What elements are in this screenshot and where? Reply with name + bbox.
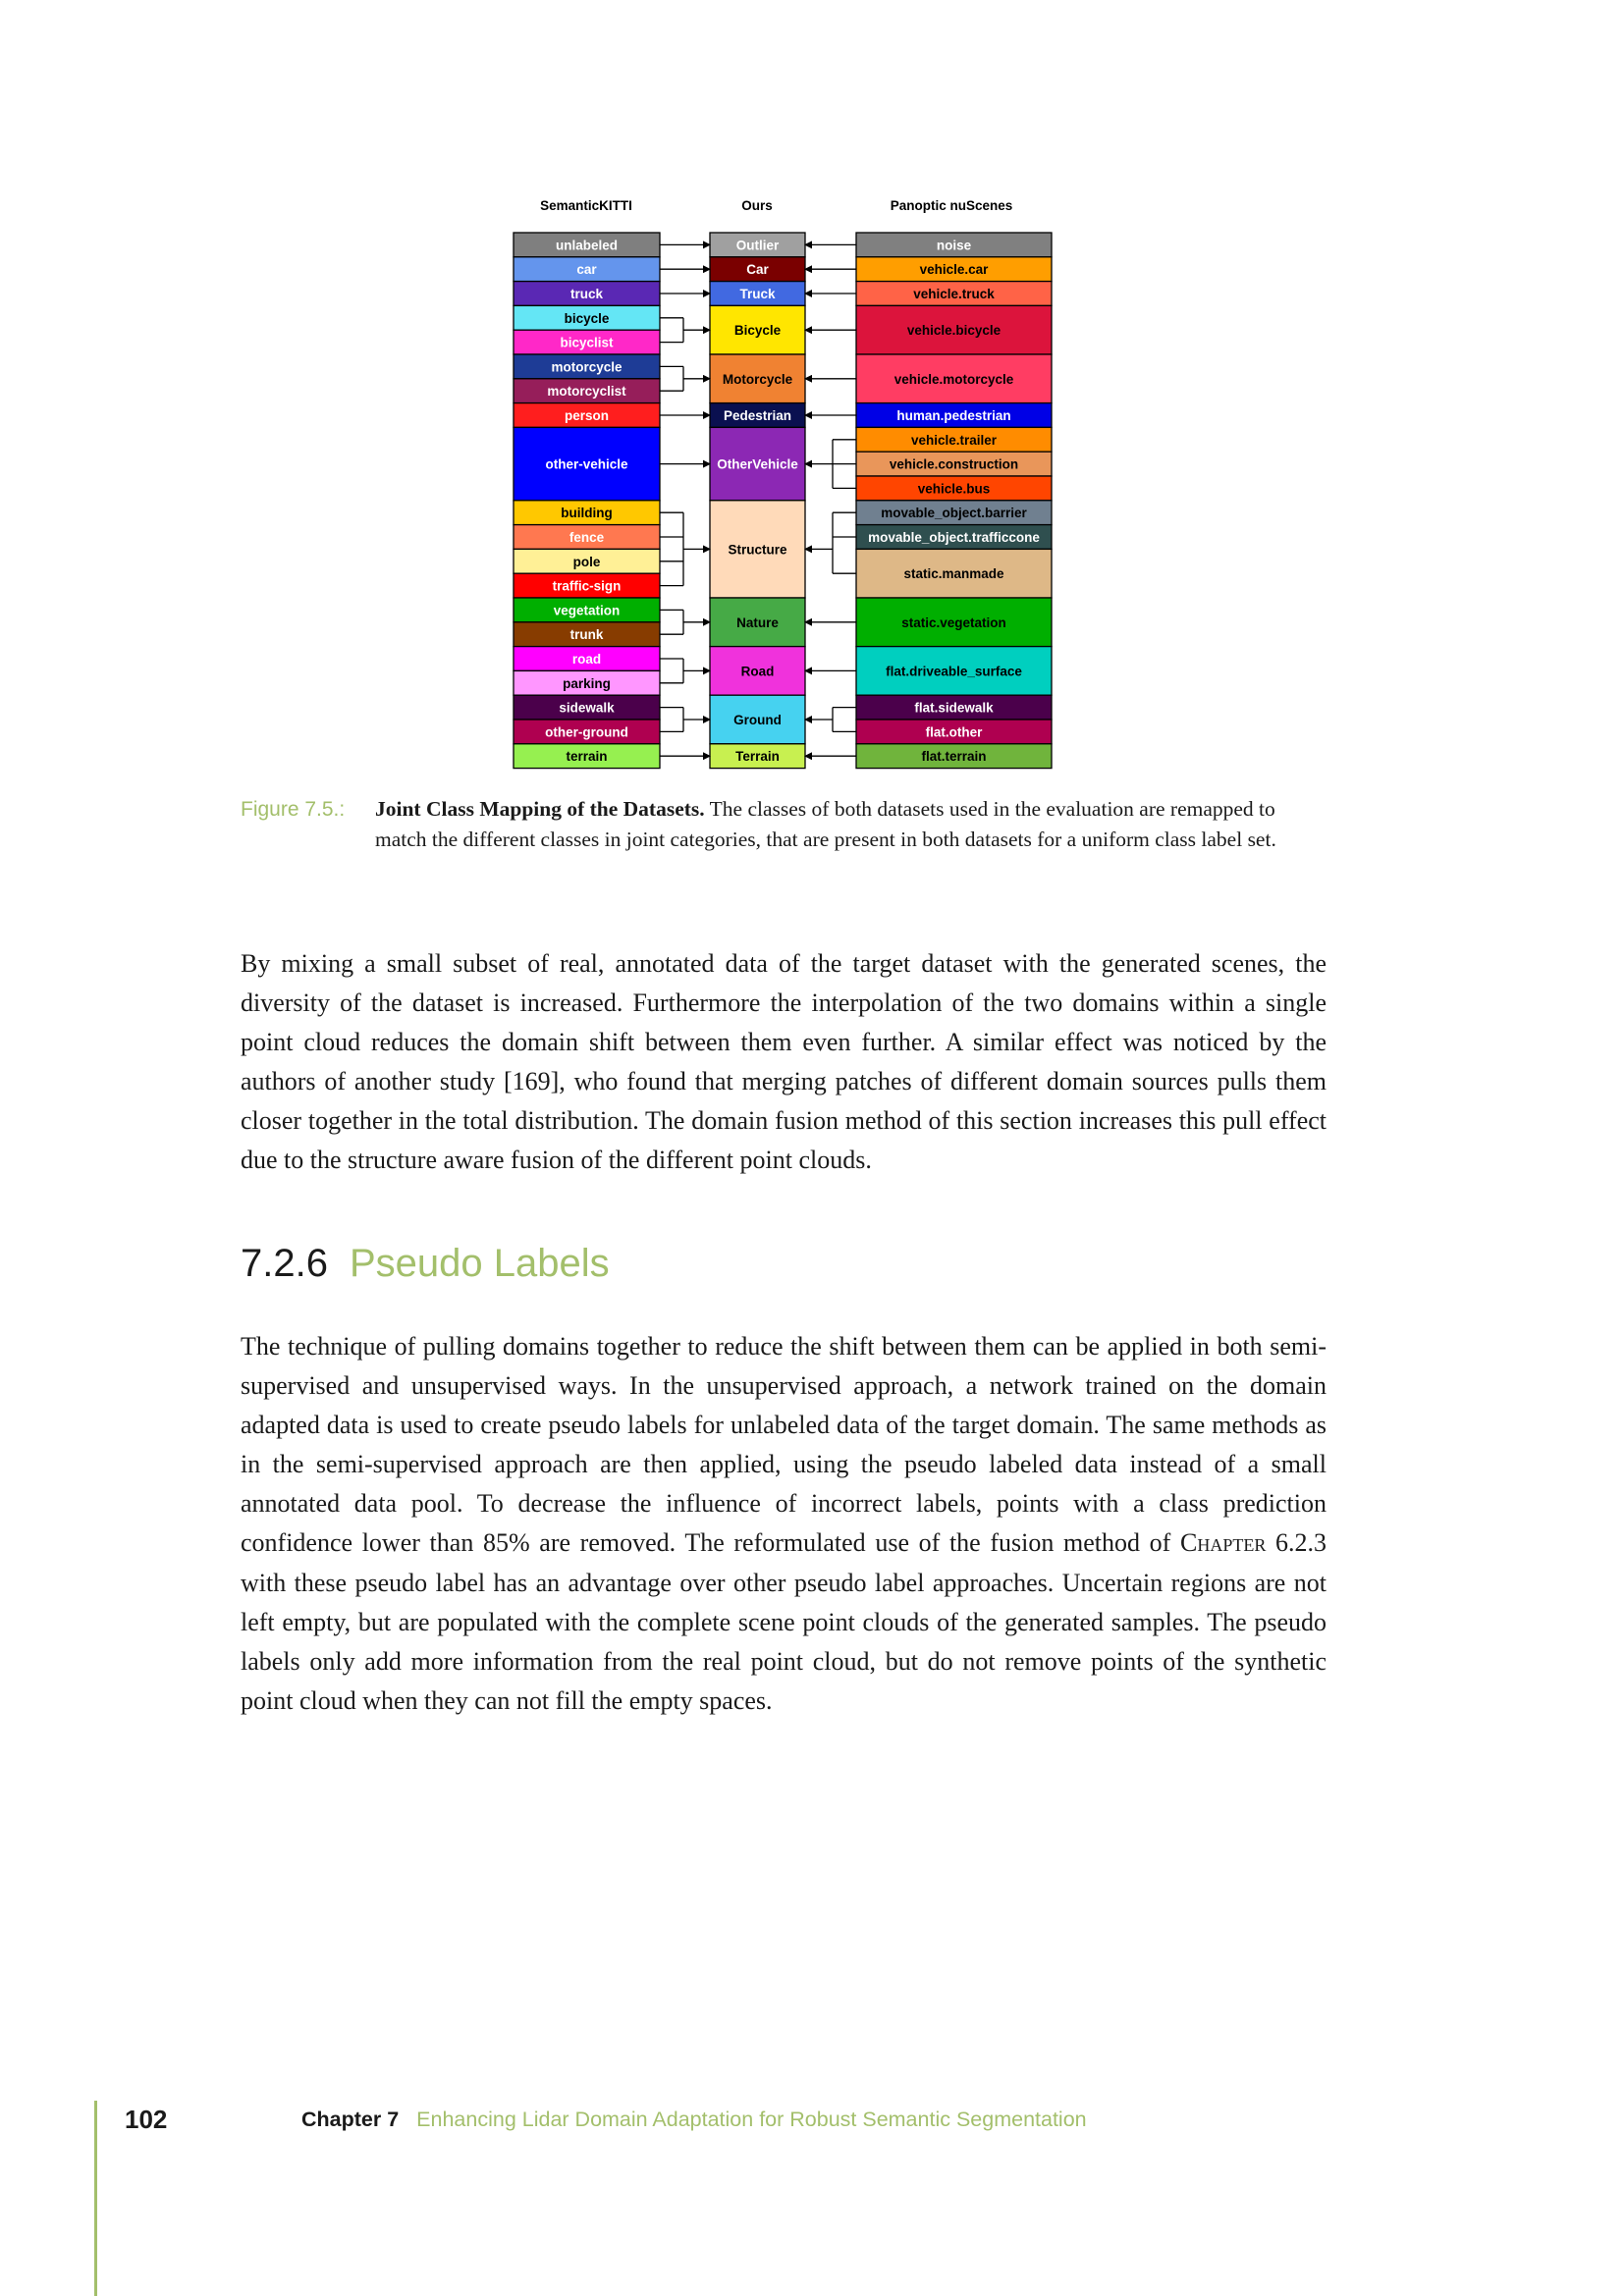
semantickitti-label-unlabeled: unlabeled	[555, 238, 619, 253]
semantickitti-label-bicycle: bicycle	[564, 310, 610, 326]
paragraph-text-before: The technique of pulling domains together to reduce the shift between them can be applied in both semi-supervised and unsupervised ways. In the unsupervised approach, a network trained on the domain adapted data is used to create pseudo labels for unlabeled data of the target domain. The same methods as in the semi-supervised approach are then applied, using the pseudo labeled data instead of a small annotated data pool. To decrease the influence of incorrect labels, points with a class prediction confidence lower than 85% are removed. The reformulated use of the fusion method of	[241, 1332, 1326, 1558]
semantickitti-label-truck: truck	[569, 287, 604, 301]
nuscenes-label-movable-object-trafficcone: movable_object.trafficcone	[868, 530, 1040, 545]
nuscenes-label-human-pedestrian: human.pedestrian	[896, 408, 1011, 423]
figure-caption-text: The classes of both datasets used in the evaluation are remapped to match the different classes in joint categories, that are present in both datasets for a uniform class label set.	[375, 797, 1276, 851]
ours-label-terrain: Terrain	[735, 749, 780, 765]
semantickitti-label-traffic-sign: traffic-sign	[552, 578, 622, 594]
semantickitti-label-vegetation: vegetation	[553, 603, 621, 618]
ours-label-outlier: Outlier	[735, 238, 780, 253]
semantickitti-label-car: car	[576, 262, 597, 278]
section-number: 7.2.6	[241, 1242, 328, 1285]
figure-header-ours: Ours	[741, 198, 773, 213]
nuscenes-label-vehicle-motorcycle: vehicle.motorcycle	[893, 371, 1014, 387]
chapter-reference[interactable]: Chapter	[1179, 1528, 1267, 1558]
footer-rule	[94, 2101, 97, 2296]
ours-label-bicycle: Bicycle	[733, 323, 782, 339]
figure-header-semantickitti: SemanticKITTI	[540, 198, 632, 213]
ours-label-road: Road	[740, 664, 775, 679]
nuscenes-label-vehicle-construction: vehicle.construction	[889, 456, 1019, 472]
body-paragraph-pseudo-labels	[241, 1327, 1326, 1721]
ours-label-car: Car	[746, 262, 769, 278]
semantickitti-label-bicyclist: bicyclist	[560, 335, 614, 350]
section-heading	[241, 1239, 610, 1288]
nuscenes-column	[856, 233, 1052, 769]
ours-label-motorcycle: Motorcycle	[722, 371, 793, 387]
nuscenes-label-movable-object-barrier: movable_object.barrier	[881, 506, 1027, 521]
nuscenes-label-flat-driveable-surface: flat.driveable_surface	[886, 664, 1022, 679]
ours-label-truck: Truck	[739, 287, 776, 301]
nuscenes-label-vehicle-bus: vehicle.bus	[917, 481, 991, 497]
semantickitti-column	[514, 233, 660, 769]
nuscenes-label-vehicle-truck: vehicle.truck	[913, 287, 995, 301]
section-title: Pseudo Labels	[349, 1242, 610, 1285]
running-head-chapter: Chapter 7	[301, 2108, 400, 2131]
figure-caption	[241, 794, 1330, 855]
semantickitti-label-terrain: terrain	[566, 749, 608, 765]
running-head-chapter-title: Enhancing Lidar Domain Adaptation for Robust Semantic Segmentation	[416, 2108, 1087, 2131]
semantickitti-label-other-ground: other-ground	[545, 724, 628, 740]
semantickitti-label-trunk: trunk	[569, 627, 604, 643]
nuscenes-label-static-manmade: static.manmade	[903, 566, 1004, 582]
semantickitti-label-road: road	[571, 652, 602, 667]
ours-label-pedestrian: Pedestrian	[723, 408, 792, 423]
nuscenes-label-vehicle-trailer: vehicle.trailer	[910, 432, 998, 448]
figure-caption-body	[375, 794, 1330, 855]
nuscenes-label-vehicle-car: vehicle.car	[919, 262, 989, 278]
semantickitti-label-parking: parking	[563, 675, 611, 691]
body-paragraph-domain-mixing: By mixing a small subset of real, annotated data of the target dataset with the generated scenes, the diversity of the dataset is increased. Furthermore the interpolation of the two domains within a single point cloud reduces the domain shift between them even further. A similar effect was noticed by the authors of another study [169], who found that merging patches of different domain sources pulls them closer together in the total distribution. The domain fusion method of this section increases this pull effect due to the structure aware fusion of the different point clouds.	[241, 949, 1326, 1175]
semantickitti-label-sidewalk: sidewalk	[559, 700, 615, 716]
ours-label-nature: Nature	[736, 614, 779, 630]
semantickitti-label-motorcyclist: motorcyclist	[547, 384, 626, 400]
paragraph-text-after: 6.2.3 with these pseudo label has an advantage over other pseudo label approaches. Uncertain regions are not left empty, but are populated with the complete scene point clouds of the generated samples. The pseudo labels only add more information from the real point cloud, but do not remove points of the synthetic point cloud when they can not fill the empty spaces.	[241, 1528, 1326, 1715]
figure-header-panoptic-nuscenes: Panoptic nuScenes	[890, 198, 1013, 213]
figure-label: Figure 7.5.:	[241, 798, 346, 821]
nuscenes-label-flat-sidewalk: flat.sidewalk	[914, 700, 994, 716]
semantickitti-label-fence: fence	[568, 530, 605, 545]
nuscenes-label-flat-other: flat.other	[925, 724, 983, 740]
running-head	[301, 2108, 1087, 2132]
ours-column	[710, 233, 805, 769]
semantickitti-label-building: building	[561, 506, 613, 521]
ours-label-othervehicle: OtherVehicle	[717, 456, 798, 472]
ours-label-ground: Ground	[733, 713, 782, 727]
nuscenes-label-static-vegetation: static.vegetation	[901, 614, 1006, 630]
semantickitti-label-pole: pole	[572, 554, 601, 569]
ours-label-structure: Structure	[728, 542, 787, 558]
page-number: 102	[125, 2105, 168, 2134]
nuscenes-label-noise: noise	[936, 238, 972, 253]
semantickitti-label-other-vehicle: other-vehicle	[545, 456, 628, 472]
figure-caption-title: Joint Class Mapping of the Datasets.	[375, 797, 705, 821]
nuscenes-label-flat-terrain: flat.terrain	[921, 749, 987, 765]
semantickitti-label-motorcycle: motorcycle	[551, 359, 623, 375]
class-mapping-figure	[0, 0, 1624, 785]
nuscenes-label-vehicle-bicycle: vehicle.bicycle	[906, 323, 1001, 339]
semantickitti-label-person: person	[564, 408, 610, 423]
